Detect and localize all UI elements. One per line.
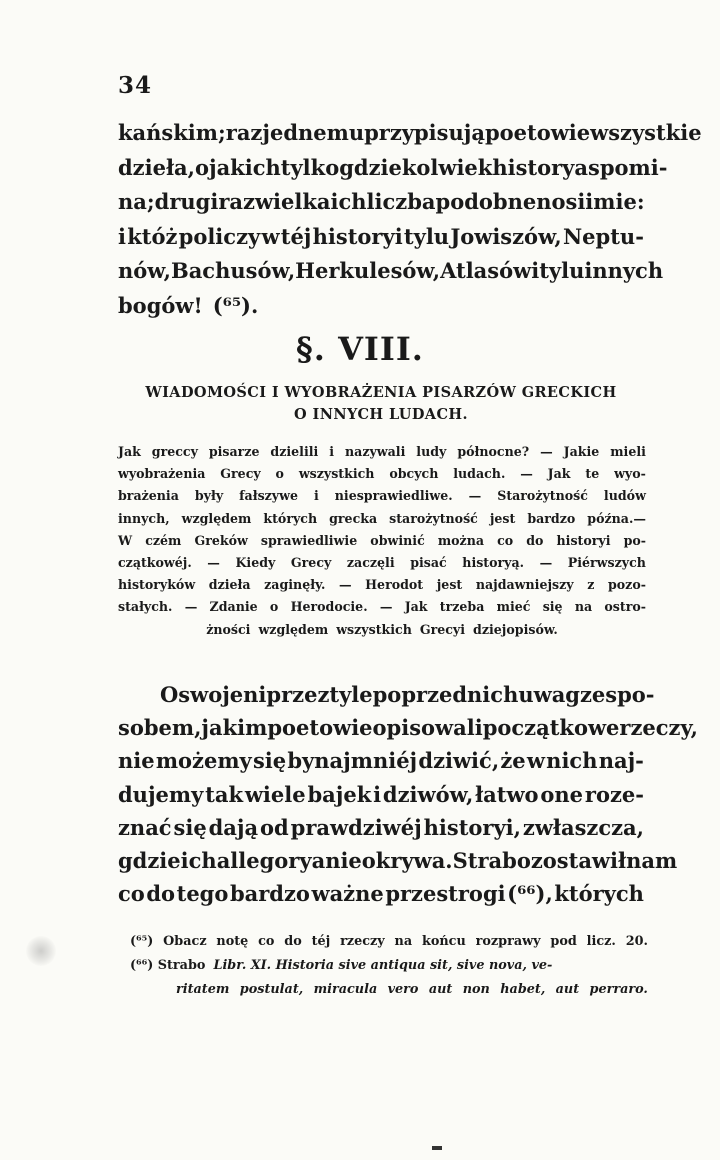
word: tylu	[539, 258, 585, 283]
word: jednemu	[262, 120, 365, 145]
text-line	[118, 778, 644, 811]
summary-line	[118, 596, 646, 618]
section-title: §. VIII.	[296, 330, 424, 368]
word: Jowiszów,	[450, 223, 562, 249]
word: téj	[280, 223, 312, 249]
word: innych,	[118, 510, 170, 526]
summary-line	[118, 530, 646, 552]
word: (⁶⁵)	[130, 934, 154, 949]
word: o	[275, 466, 284, 482]
word: dujemy	[118, 781, 204, 807]
word: (⁶⁶),	[507, 881, 553, 907]
word: jakim	[201, 715, 268, 741]
word: gdzie	[118, 847, 181, 873]
word: innych	[584, 258, 664, 283]
word: początkowe	[482, 715, 620, 741]
word: Greków	[194, 532, 248, 548]
word: Atlasów	[440, 258, 532, 283]
word: Herodocie.	[290, 599, 368, 615]
word: policzy	[178, 223, 261, 249]
word: o	[194, 154, 209, 180]
word: wszystkie	[590, 120, 702, 145]
text-line	[118, 877, 644, 910]
word: —	[338, 577, 352, 593]
word: w	[261, 223, 280, 249]
word: i	[329, 444, 335, 459]
word: nie	[325, 847, 362, 873]
word: Herkulesów,	[295, 258, 441, 283]
word: aut	[555, 982, 580, 997]
summary-line	[118, 552, 646, 574]
word: późna.—	[587, 510, 646, 526]
word: i	[118, 223, 126, 249]
word: dzielili	[270, 444, 319, 459]
word: prawdziwéj	[290, 814, 422, 840]
word: Obacz	[163, 934, 207, 949]
word: się	[252, 748, 287, 774]
text-line	[118, 116, 702, 151]
word: do	[526, 532, 544, 548]
footnotes	[130, 930, 648, 1002]
word: do	[284, 934, 302, 949]
word: Bachusów,	[170, 258, 296, 283]
summary-line	[118, 485, 646, 507]
word: co	[118, 881, 145, 907]
word: —	[468, 488, 482, 504]
word: jest	[436, 577, 463, 593]
word: one	[540, 781, 584, 807]
text-line	[118, 744, 644, 777]
word: wyobrażenia	[118, 466, 206, 482]
word: nazywali	[345, 444, 406, 459]
word: zostawił	[530, 847, 627, 873]
word: perraro.	[589, 982, 648, 997]
word: wielka	[254, 189, 331, 214]
word: ich	[180, 847, 217, 873]
word: znać	[118, 814, 172, 840]
word: dziwić,	[418, 748, 500, 774]
word: jest	[489, 510, 516, 526]
word: Herodot	[365, 577, 424, 593]
word: —	[207, 554, 220, 570]
word: jakich	[208, 154, 281, 180]
word: sprawiedliwie	[260, 532, 358, 548]
word: i	[313, 488, 319, 504]
word: liczba	[366, 189, 436, 214]
word: dzieła	[208, 577, 251, 593]
word: stałych.	[118, 599, 173, 615]
word: tyle	[329, 682, 373, 707]
word: obcych	[389, 466, 439, 482]
word: aut	[428, 982, 453, 997]
word: któż	[127, 223, 178, 249]
ink-smudge	[26, 936, 56, 966]
word: historyków	[118, 577, 196, 593]
word: się	[173, 814, 207, 840]
word: okrywa.	[361, 847, 453, 873]
print-mark	[432, 1146, 442, 1150]
word: końcu	[421, 934, 466, 949]
word: te	[585, 466, 600, 482]
word: imie:	[585, 189, 645, 214]
word: historyi,	[423, 814, 521, 840]
word: dziwów,	[382, 781, 474, 807]
word: 20.	[625, 934, 648, 949]
word: nie	[118, 748, 155, 774]
word: Jak	[547, 466, 571, 482]
word: gdziekolwiek	[339, 154, 493, 180]
word: non	[462, 982, 490, 997]
word: się	[542, 599, 563, 615]
word: tego	[176, 881, 229, 907]
word: na	[394, 934, 413, 949]
word: zaczęli	[346, 554, 395, 570]
word: Grecy	[290, 554, 332, 570]
word: niesprawiedliwe.	[334, 488, 453, 504]
word: ze	[579, 682, 606, 707]
word: sobem,	[118, 715, 202, 741]
word: były	[194, 488, 224, 504]
word: na;	[118, 189, 155, 214]
word: obwinić	[370, 532, 425, 548]
text-line	[118, 678, 655, 711]
text-line	[118, 151, 668, 186]
word: czém	[145, 532, 182, 548]
word: rozprawy	[475, 934, 541, 949]
word: raz	[218, 189, 255, 214]
word: co	[258, 934, 275, 949]
word: poetowie	[484, 120, 591, 145]
word: ludy	[416, 444, 447, 459]
word: do	[146, 881, 176, 907]
word: greccy	[151, 444, 198, 459]
text-line	[118, 711, 698, 744]
footnote-66	[130, 954, 648, 978]
word: —	[379, 599, 393, 615]
paragraph-1	[118, 116, 702, 323]
word: spomi-	[588, 154, 668, 180]
word: ich	[330, 189, 367, 214]
word: drugi	[154, 189, 219, 214]
word: Kiedy	[235, 554, 276, 570]
word: bogów!	[118, 292, 203, 318]
word: licz.	[586, 934, 616, 949]
text-line	[118, 220, 644, 255]
word: Strabo	[452, 847, 531, 873]
word: brażenia	[118, 488, 179, 504]
word: Jakie	[563, 444, 600, 459]
word: żności	[206, 621, 251, 637]
word: przez	[266, 682, 330, 707]
word: dziejopisów.	[473, 621, 558, 637]
word: nich	[546, 748, 598, 774]
word: (⁶⁵).	[212, 292, 259, 318]
paragraph-2	[118, 678, 698, 910]
word: habet,	[500, 982, 546, 997]
word: nów,	[118, 258, 171, 283]
text-line	[118, 254, 664, 289]
word: rzeczy,	[619, 715, 698, 741]
word: grecka	[329, 510, 378, 526]
word: Grecy	[220, 466, 261, 482]
word: łatwo	[475, 781, 539, 807]
word: Grecyi	[419, 621, 466, 637]
word: kańskim;	[118, 120, 226, 145]
footnote-66-latin: Libr. XI. Historia sive antiqua sit, sive nova, ve-	[213, 958, 553, 973]
word: postulat,	[239, 982, 304, 997]
word: W	[118, 532, 133, 548]
word: Starożytność	[497, 488, 588, 504]
word: Piérwszych	[567, 554, 646, 570]
word: Oswojeni	[160, 682, 267, 707]
word: —	[539, 554, 553, 570]
word: poprzednich	[372, 682, 519, 707]
word: i	[373, 781, 382, 807]
word: bardzo	[229, 881, 310, 907]
word: rzeczy	[340, 934, 385, 949]
word: po-	[623, 532, 646, 548]
word: bajek	[307, 781, 372, 807]
word: miracula	[313, 982, 378, 997]
heading-line: WIADOMOŚCI I WYOBRAŻENIA PISARZÓW GRECKICH	[145, 384, 617, 401]
word: północne?	[457, 444, 530, 459]
word: nam	[626, 847, 678, 873]
footnote-66-prefix: (⁶⁶) Strabo	[130, 958, 206, 973]
word: notę	[216, 934, 249, 949]
word: że	[500, 748, 526, 774]
word: zwłaszcza,	[522, 814, 644, 840]
summary-line	[118, 574, 646, 596]
word: allegorya	[216, 847, 326, 873]
word: których	[554, 881, 644, 907]
word: czątkowéj.	[118, 554, 192, 570]
word: roze-	[584, 781, 644, 807]
word: najdawniejszy	[475, 577, 574, 593]
heading-line: O INNYCH LUDACH.	[294, 406, 468, 423]
word: od	[260, 814, 289, 840]
word: Jak	[118, 444, 141, 459]
word: pod	[550, 934, 577, 949]
word: bynajmniéj	[287, 748, 418, 774]
word: —	[184, 599, 198, 615]
word: tylu	[403, 223, 450, 249]
word: i	[531, 258, 540, 283]
word: mieli	[610, 444, 646, 459]
word: opisowali	[372, 715, 483, 741]
word: ludach.	[453, 466, 506, 482]
word: naj-	[598, 748, 644, 774]
word: ostro-	[604, 599, 646, 615]
word: historyą.	[462, 554, 525, 570]
text-line	[118, 185, 644, 220]
word: —	[520, 466, 533, 482]
word: względem	[181, 510, 252, 526]
word: dzieła,	[118, 154, 195, 180]
word: mieć	[496, 599, 531, 615]
word: ludów	[603, 488, 646, 504]
word: Zdanie	[209, 599, 258, 615]
word: pisarze	[208, 444, 260, 459]
word: przestrogi	[385, 881, 506, 907]
text-line	[118, 289, 644, 324]
word: vero	[387, 982, 419, 997]
word: zaginęły.	[264, 577, 326, 593]
summary-line	[118, 508, 646, 530]
chapter-heading	[118, 382, 644, 426]
word: historyi	[556, 532, 611, 548]
text-line	[118, 844, 678, 877]
word: trzeba	[439, 599, 485, 615]
word: z	[587, 577, 595, 593]
word: można	[437, 532, 485, 548]
word: możemy	[155, 748, 252, 774]
word: przypisują	[364, 120, 485, 145]
word: historya	[492, 154, 588, 180]
word: historyi	[312, 223, 403, 249]
word: wszystkich	[336, 621, 412, 637]
word: starożytność	[389, 510, 478, 526]
word: co	[497, 532, 514, 548]
word: względem	[258, 621, 329, 637]
word: bardzo	[527, 510, 576, 526]
word: ważne	[311, 881, 384, 907]
word: na	[574, 599, 593, 615]
text-line	[118, 811, 644, 844]
summary-line	[118, 619, 646, 641]
word: —	[540, 444, 553, 459]
word: dają	[208, 814, 259, 840]
footnote-66-continued	[130, 978, 648, 1002]
word: o	[269, 599, 279, 615]
word: Neptu-	[562, 223, 644, 249]
summary-line	[118, 441, 646, 463]
word: téj	[311, 934, 331, 949]
word: poetowie	[267, 715, 373, 741]
word: fałszywe	[239, 488, 298, 504]
word: nosi	[536, 189, 586, 214]
word: tak	[205, 781, 244, 807]
word: tylko	[280, 154, 340, 180]
word: raz	[225, 120, 263, 145]
word: Jak	[404, 599, 428, 615]
word: podobne	[435, 189, 537, 214]
chapter-summary	[118, 441, 646, 641]
page-number: 34	[118, 72, 153, 99]
word: wszystkich	[298, 466, 375, 482]
word: pozo-	[607, 577, 646, 593]
word: pisać	[410, 554, 447, 570]
summary-line	[118, 463, 646, 485]
word: wiele	[244, 781, 306, 807]
word: których	[263, 510, 318, 526]
word: uwag	[518, 682, 580, 707]
word: spo-	[605, 682, 655, 707]
word: wyo-	[614, 466, 646, 482]
word: ritatem	[176, 982, 230, 997]
word: w	[526, 748, 545, 774]
footnote-65	[130, 930, 648, 954]
